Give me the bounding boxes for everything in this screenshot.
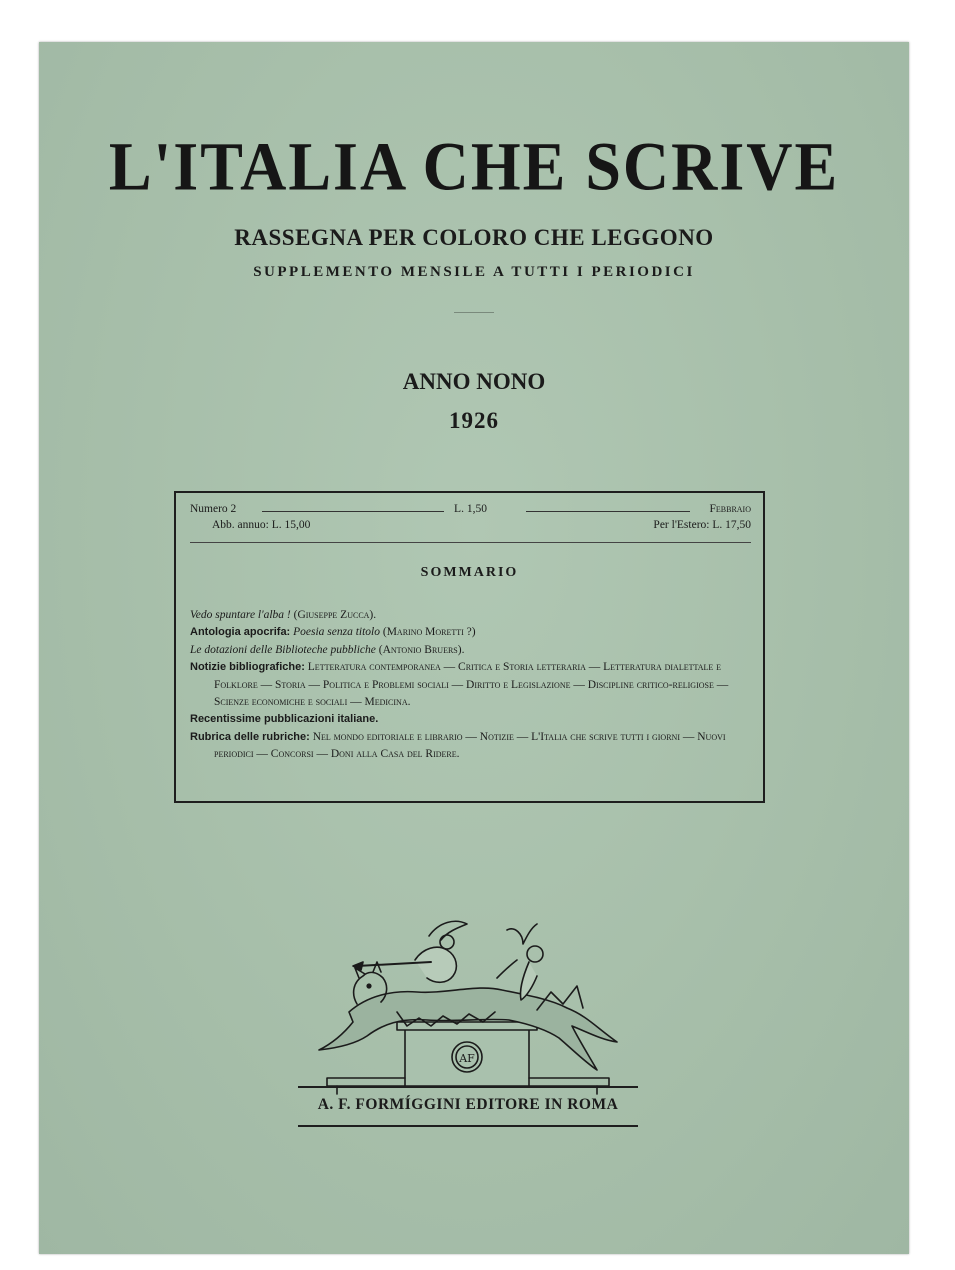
item-title: Le dotazioni delle Biblioteche pubbliche — [190, 643, 376, 656]
publisher-imprint: A. F. FORMÍGGINI EDITORE IN ROMA — [317, 1096, 619, 1113]
item-author: (Antonio Bruers). — [375, 643, 465, 656]
list-item — [190, 642, 751, 659]
divider — [298, 1086, 638, 1088]
year-label: 1926 — [449, 408, 499, 433]
magazine-subtitle: RASSEGNA PER COLORO CHE LEGGONO — [234, 225, 714, 250]
magazine-title: L'ITALIA CHE SCRIVE — [108, 128, 840, 205]
item-title: Vedo spuntare l'alba ! — [190, 609, 291, 621]
volume-label: ANNO NONO — [402, 369, 546, 394]
item-topics: Nel mondo editoriale e librario — Notizie — L'Italia che scrive tutti i giorni — Nuovi periodici — Concorsi — Doni alla Casa del Ridere. — [214, 730, 726, 761]
subscription-row — [212, 519, 751, 533]
svg-text:AF: AF — [459, 1052, 475, 1065]
foreign-subscription: Per l'Estero: L. 17,50 — [653, 519, 751, 531]
issue-month: Febbraio — [709, 503, 751, 515]
list-item — [190, 624, 751, 641]
annual-subscription: Abb. annuo: L. 15,00 — [212, 519, 311, 531]
divider — [454, 312, 494, 313]
contents-list — [190, 607, 751, 764]
issue-info-row — [190, 503, 751, 517]
list-item — [190, 607, 751, 624]
leader-line — [526, 511, 690, 512]
item-section: Notizie bibliografiche: — [190, 661, 305, 674]
item-title: Poesia senza titolo — [290, 626, 380, 639]
issue-number: Numero 2 — [190, 503, 237, 515]
item-section: Rubrica delle rubriche: — [190, 730, 310, 743]
item-author: (Giuseppe Zucca). — [290, 609, 377, 621]
divider — [298, 1125, 638, 1127]
magazine-supplement-line: SUPPLEMENTO MENSILE A TUTTI I PERIODICI — [253, 264, 695, 280]
item-author: (Marino Moretti ?) — [380, 626, 476, 639]
item-section: Recentissime pubblicazioni italiane. — [190, 713, 379, 726]
contents-box — [174, 491, 765, 803]
list-item — [190, 729, 751, 764]
issue-price: L. 1,50 — [454, 503, 487, 515]
list-item — [190, 659, 751, 711]
item-topics: Letteratura contemporanea — Critica e Storia letteraria — Letteratura dialettale e Folklore — Storia — Politica e Problemi sociali — Diritto e Legislazione — Discipline critico-religiose — Scienze economiche e sociali — Medicina. — [214, 661, 729, 709]
list-item — [190, 711, 751, 728]
contents-heading: SOMMARIO — [420, 565, 519, 580]
divider — [190, 542, 751, 543]
magazine-cover — [39, 42, 909, 1254]
item-section: Antologia apocrifa: — [190, 626, 291, 639]
